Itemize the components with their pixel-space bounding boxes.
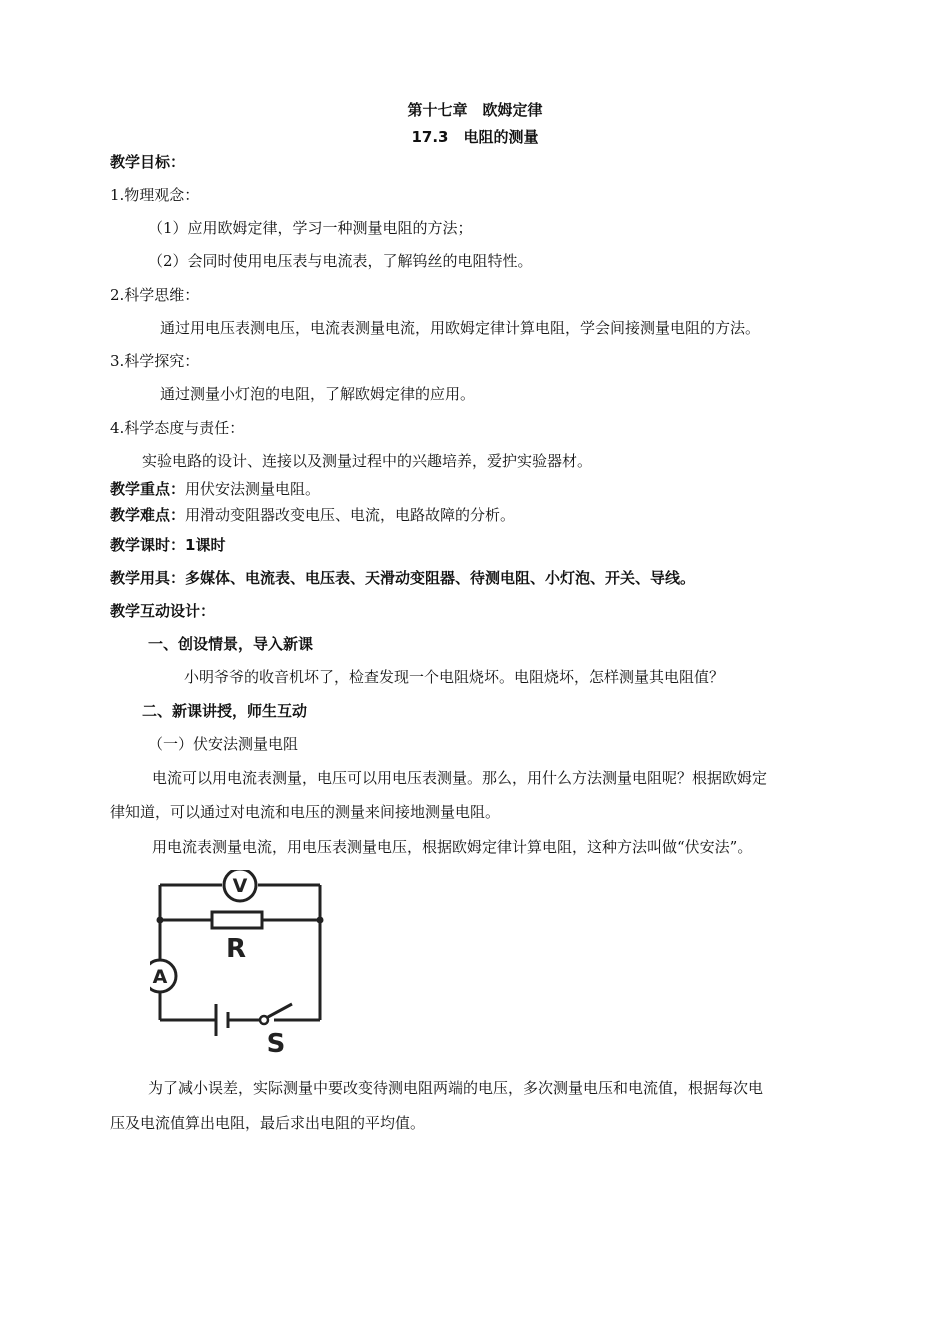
difficulties-text: 用滑动变阻器改变电压、电流，电路故障的分析。 xyxy=(185,506,516,524)
part-1-title: 一、创设情景，导入新课 xyxy=(148,635,314,653)
objective-2-title: 2.科学思维： xyxy=(110,286,200,304)
objective-4-line-1: 实验电路的设计、连接以及测量过程中的兴趣培养，爱护实验器材。 xyxy=(142,452,593,470)
key-points-text: 用伏安法测量电阻。 xyxy=(185,480,321,498)
teaching-hours: 教学课时：1课时 xyxy=(110,536,226,554)
paragraph-2: 用电流表测量电流，用电压表测量电压，根据欧姆定律计算电阻，这种方法叫做“伏安法”。 xyxy=(152,838,753,856)
paragraph-3-line-2: 压及电流值算出电阻，最后求出电阻的平均值。 xyxy=(110,1114,426,1132)
paragraph-3-line-1: 为了减小误差，实际测量中要改变待测电阻两端的电压，多次测量电压和电流值，根据每次电 xyxy=(148,1079,764,1097)
objective-3-line-1: 通过测量小灯泡的电阻，了解欧姆定律的应用。 xyxy=(160,385,476,403)
paragraph-1-line-1: 电流可以用电流表测量，电压可以用电压表测量。那么，用什么方法测量电阻呢？根据欧姆定 xyxy=(152,769,768,787)
objective-1-title: 1.物理观念： xyxy=(110,186,200,204)
switch-label: S xyxy=(266,1029,286,1055)
voltmeter-label: V xyxy=(232,875,248,897)
objective-2-line-1: 通过用电压表测电压，电流表测量电流，用欧姆定律计算电阻，学会间接测量电阻的方法。 xyxy=(160,319,761,337)
objective-3-title: 3.科学探究： xyxy=(110,352,200,370)
key-points-label: 教学重点： xyxy=(110,480,186,498)
subsection-1-title: （一）伏安法测量电阻 xyxy=(148,735,299,753)
junction-right xyxy=(317,917,324,924)
ammeter-symbol xyxy=(150,960,176,992)
objective-1-line-1: （1）应用欧姆定律，学习一种测量电阻的方法； xyxy=(148,219,473,237)
voltammetry-circuit-diagram xyxy=(150,870,330,1055)
teaching-tools: 教学用具：多媒体、电流表、电压表、天滑动变阻器、待测电阻、小灯泡、开关、导线。 xyxy=(110,569,696,587)
objectives-heading: 教学目标： xyxy=(110,153,186,171)
objective-1-line-2: （2）会同时使用电压表与电流表，了解钨丝的电阻特性。 xyxy=(148,252,533,270)
ammeter-label: A xyxy=(152,966,168,988)
junction-left xyxy=(157,917,164,924)
resistor-symbol xyxy=(212,912,262,928)
part-2-title: 二、新课讲授，师生互动 xyxy=(142,702,308,720)
difficulties xyxy=(110,505,515,525)
battery-symbol xyxy=(216,1004,228,1036)
design-heading: 教学互动设计： xyxy=(110,602,216,620)
voltmeter-symbol xyxy=(224,870,256,901)
resistor-label: R xyxy=(225,934,247,964)
paragraph-1-line-2: 律知道，可以通过对电流和电压的测量来间接地测量电阻。 xyxy=(110,803,501,821)
key-points xyxy=(110,479,320,499)
difficulties-label: 教学难点： xyxy=(110,506,186,524)
chapter-title: 第十七章 欧姆定律 xyxy=(407,101,543,119)
section-title: 17.3 电阻的测量 xyxy=(411,128,539,146)
part-1-text: 小明爷爷的收音机坏了，检查发现一个电阻烧坏。电阻烧坏，怎样测量其电阻值？ xyxy=(184,668,725,686)
objective-4-title: 4.科学态度与责任： xyxy=(110,419,245,437)
